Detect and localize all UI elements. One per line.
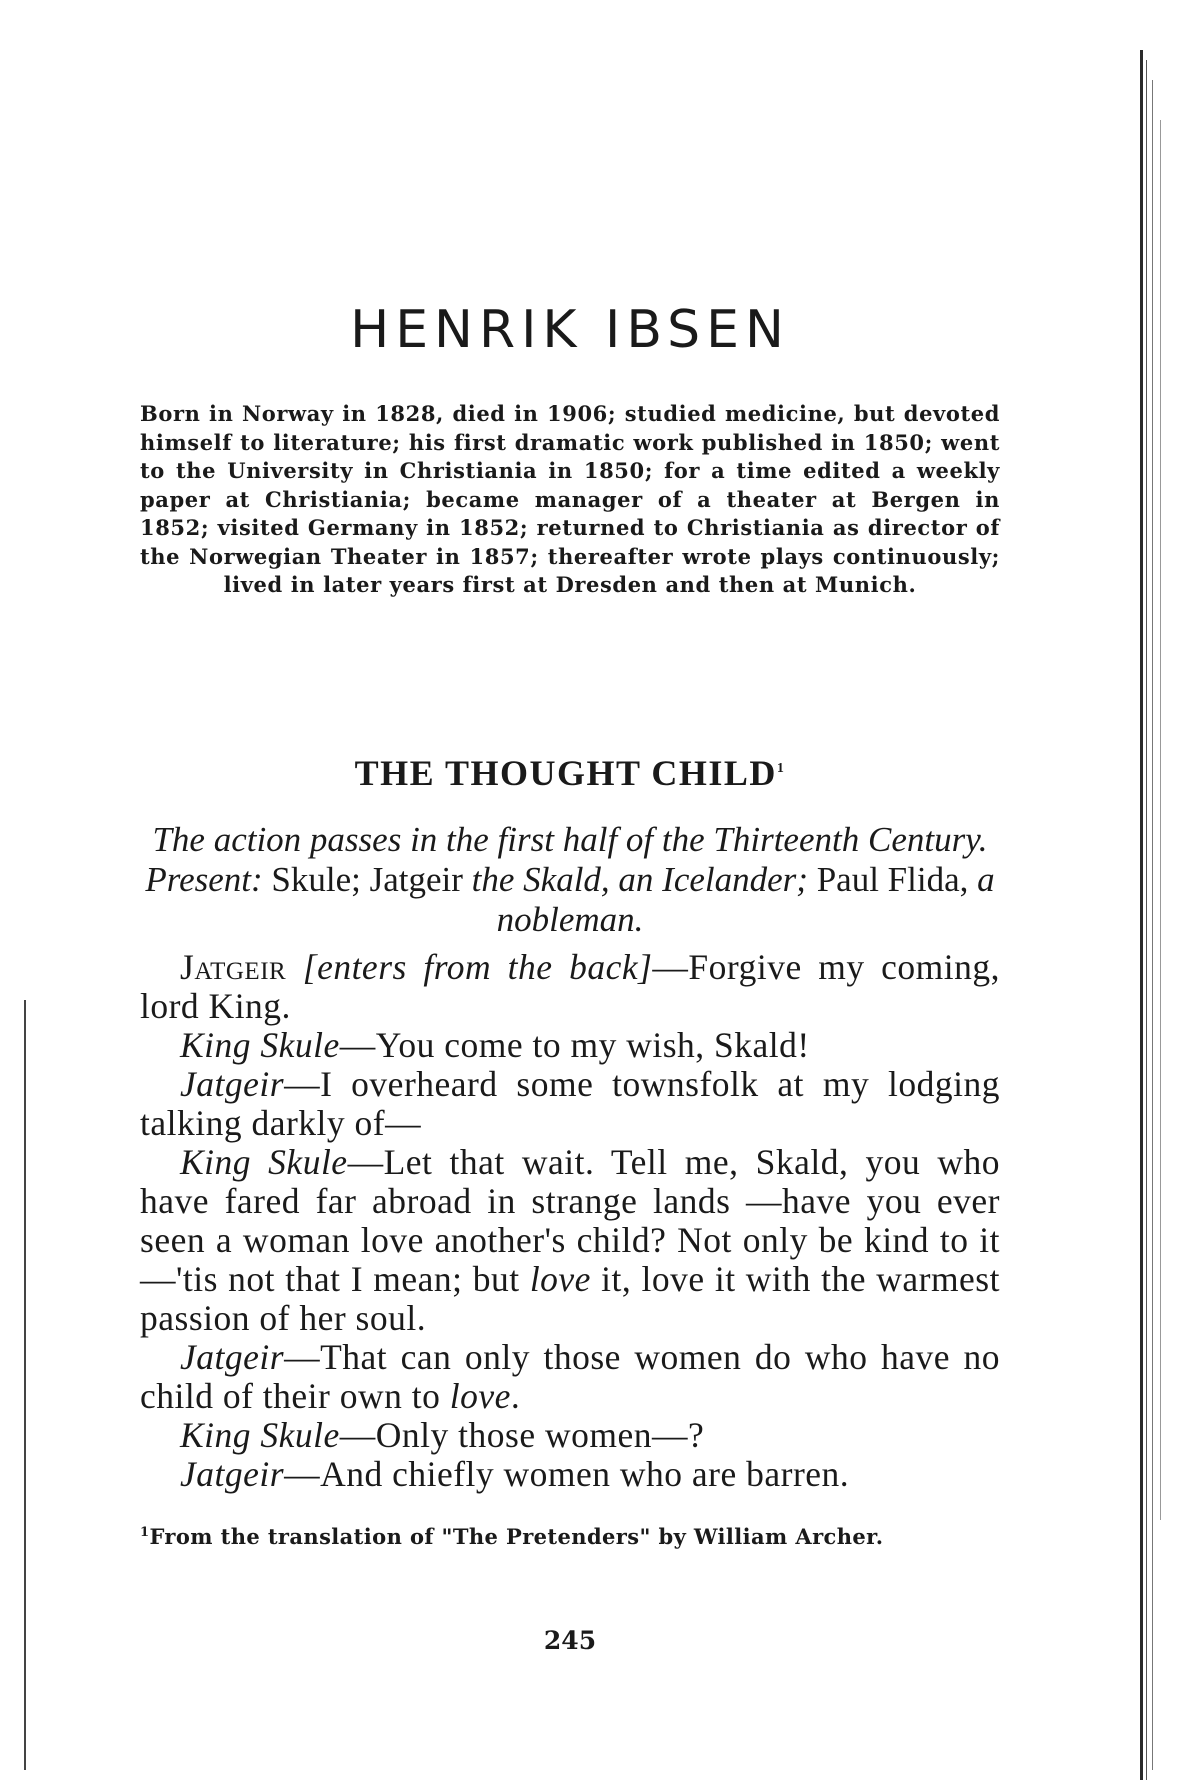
setting-names-1: Skule; Jatgeir — [271, 860, 463, 899]
dialogue — [140, 948, 1000, 1494]
gutter-line — [24, 1000, 26, 1770]
emphasis: love — [529, 1259, 591, 1299]
speaker-name: King Skule — [180, 1142, 348, 1182]
dialogue-line — [140, 1143, 1000, 1338]
dialogue-line — [140, 1455, 1000, 1494]
scene-setting — [140, 820, 1000, 940]
page-edge-line — [1140, 50, 1143, 1780]
dialogue-line — [140, 1065, 1000, 1143]
dialogue-text: —You come to my wish, Skald! — [339, 1025, 810, 1065]
page-edge-line — [1152, 80, 1153, 1770]
dialogue-line — [140, 1338, 1000, 1416]
dialogue-line — [140, 948, 1000, 1026]
footnote-text: From the translation of "The Pretenders" by William Archer. — [149, 1524, 884, 1549]
dialogue-text: —Let that wait. Tell me, Skald, you who have fared far abroad in strange lands —have you ever seen a woman love another's child? Not only be kind to it—'tis not that I mean; but — [140, 1142, 1000, 1299]
footnote — [140, 1518, 1000, 1552]
setting-italic-2: the Skald, an Icelander; — [471, 860, 808, 899]
footnote-reference: 1 — [776, 761, 786, 776]
speaker-name: Jatgeir — [180, 947, 287, 987]
dialogue-line — [140, 1026, 1000, 1065]
speaker-name: Jatgeir — [180, 1337, 285, 1377]
section-title — [140, 752, 1000, 794]
dialogue-text: . — [510, 1376, 521, 1416]
section-title-text: THE THOUGHT CHILD — [354, 753, 777, 793]
author-heading: HENRIK IBSEN — [350, 300, 790, 360]
page-number: 245 — [543, 1626, 597, 1655]
page-edge-line — [1160, 120, 1161, 1520]
speaker-name: King Skule — [180, 1415, 340, 1455]
dialogue-text: —I overheard some townsfolk at my lodging talking darkly of— — [140, 1064, 1000, 1143]
dialogue-text: —Only those women—? — [339, 1415, 705, 1455]
dialogue-text: it, love it with the warmest passion of her soul. — [140, 1259, 1000, 1338]
setting-names-2: Paul Flida, — [816, 860, 969, 899]
page-edge-line — [1146, 60, 1147, 1780]
dialogue-text: —That can only those women do who have no child of their own to — [140, 1337, 1000, 1416]
author-biography: Born in Norway in 1828, died in 1906; studied medicine, but devoted himself to literature; his first dramatic work published in 1850; went to the University in Christiania in 1850; for a time edited a weekly paper at Christiania; became manager of a theater at Bergen in 1852; visited Germany in 1852; returned to Christiania as director of the Norwegian Theater in 1857; thereafter wrote plays continuously; lived in later years first at Dresden and then at Munich. — [140, 401, 1000, 597]
setting-italic-1: The action passes in the first half of the Thirteenth Century. Present: — [145, 820, 988, 899]
speaker-name: Jatgeir — [180, 1454, 285, 1494]
dialogue-text: —Forgive my coming, lord King. — [140, 947, 1001, 1026]
footnote-marker: 1 — [140, 1525, 150, 1540]
speaker-name: King Skule — [180, 1025, 340, 1065]
dialogue-text: —And chiefly women who are barren. — [284, 1454, 850, 1494]
dialogue-line — [140, 1416, 1000, 1455]
emphasis: love — [449, 1376, 511, 1416]
setting-italic-3: a nobleman. — [496, 860, 995, 939]
speaker-name: Jatgeir — [180, 1064, 285, 1104]
stage-direction: [enters from the back] — [302, 947, 653, 987]
